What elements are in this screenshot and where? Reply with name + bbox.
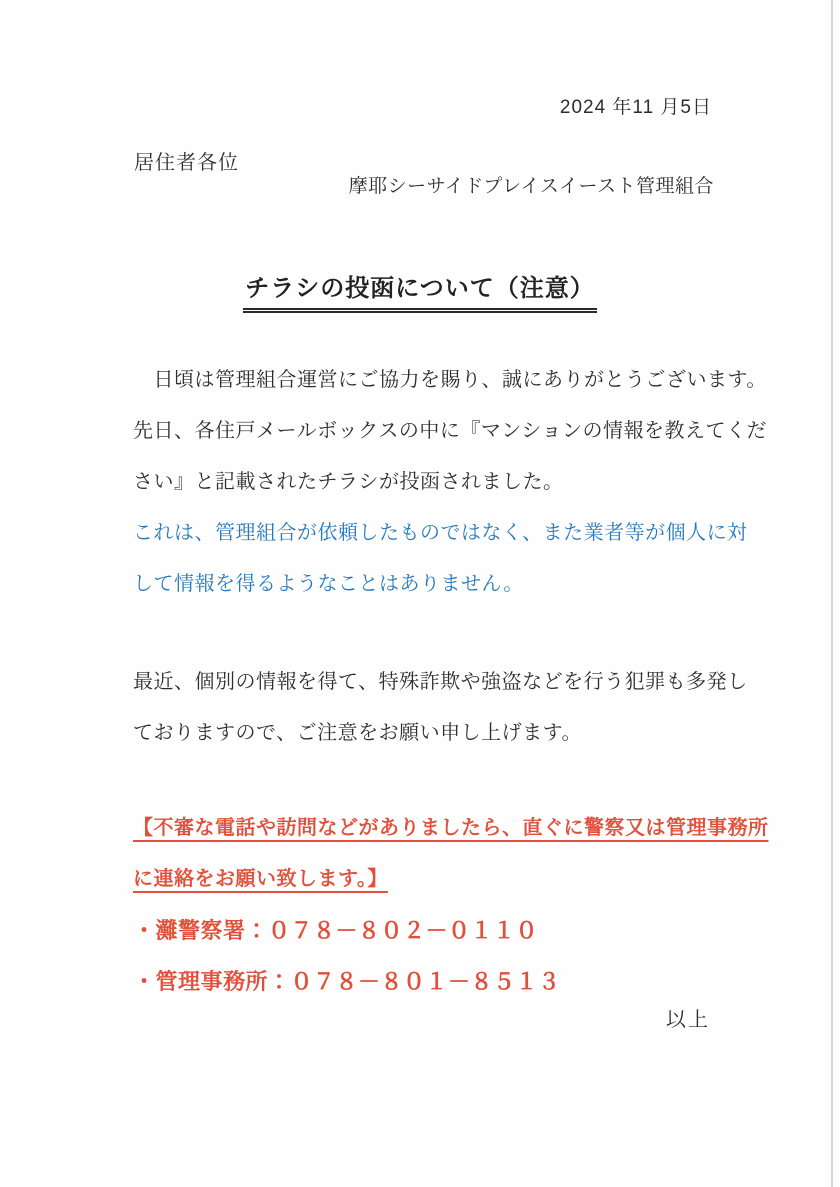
blue-notice-line: して情報を得るようなことはありません。 [133, 573, 524, 595]
contact-line: ・管理事務所：０７８－８０１－８５１３ [133, 969, 561, 994]
title-container [0, 268, 840, 313]
body-text-line: 先日、各住戸メールボックスの中に『マンションの情報を教えてくだ [133, 420, 767, 442]
recipient-line: 居住者各位 [134, 152, 239, 174]
body-text-line: ておりますので、ご注意をお願い申し上げます。 [133, 722, 582, 744]
body-text-line: 日頃は管理組合運営にご協力を賜り、誠にありがとうございます。 [133, 369, 767, 391]
red-warning-line: に連絡をお願い致します。】 [133, 868, 388, 890]
paragraph-greeting [133, 355, 773, 508]
body-text-line: 最近、個別の情報を得て、特殊詐欺や強盗などを行う犯罪も多発し [133, 671, 748, 693]
paragraph-crime-warning [133, 657, 773, 759]
body-text-line: さい』と記載されたチラシが投函されました。 [133, 471, 564, 493]
red-warning-line: 【不審な電話や訪問などがありましたら、直ぐに警察又は管理事務所 [133, 817, 769, 839]
scan-edge-artifact [831, 0, 833, 1187]
closing-word: 以上 [666, 1009, 710, 1031]
contact-line: ・灘警察署：０７８－８０２－０１１０ [133, 918, 539, 943]
document-title: チラシの投函について（注意） [243, 268, 597, 313]
paragraph-blue-notice [133, 508, 773, 610]
contact-numbers [133, 905, 773, 1007]
blue-notice-line: これは、管理組合が依頼したものではなく、また業者等が個人に対 [133, 522, 748, 544]
paragraph-red-warning [133, 803, 773, 905]
document-body [133, 355, 773, 1007]
organization-name: 摩耶シーサイドプレイスイースト管理組合 [348, 176, 714, 197]
document-date: 2024 年11 月5日 [559, 97, 712, 118]
